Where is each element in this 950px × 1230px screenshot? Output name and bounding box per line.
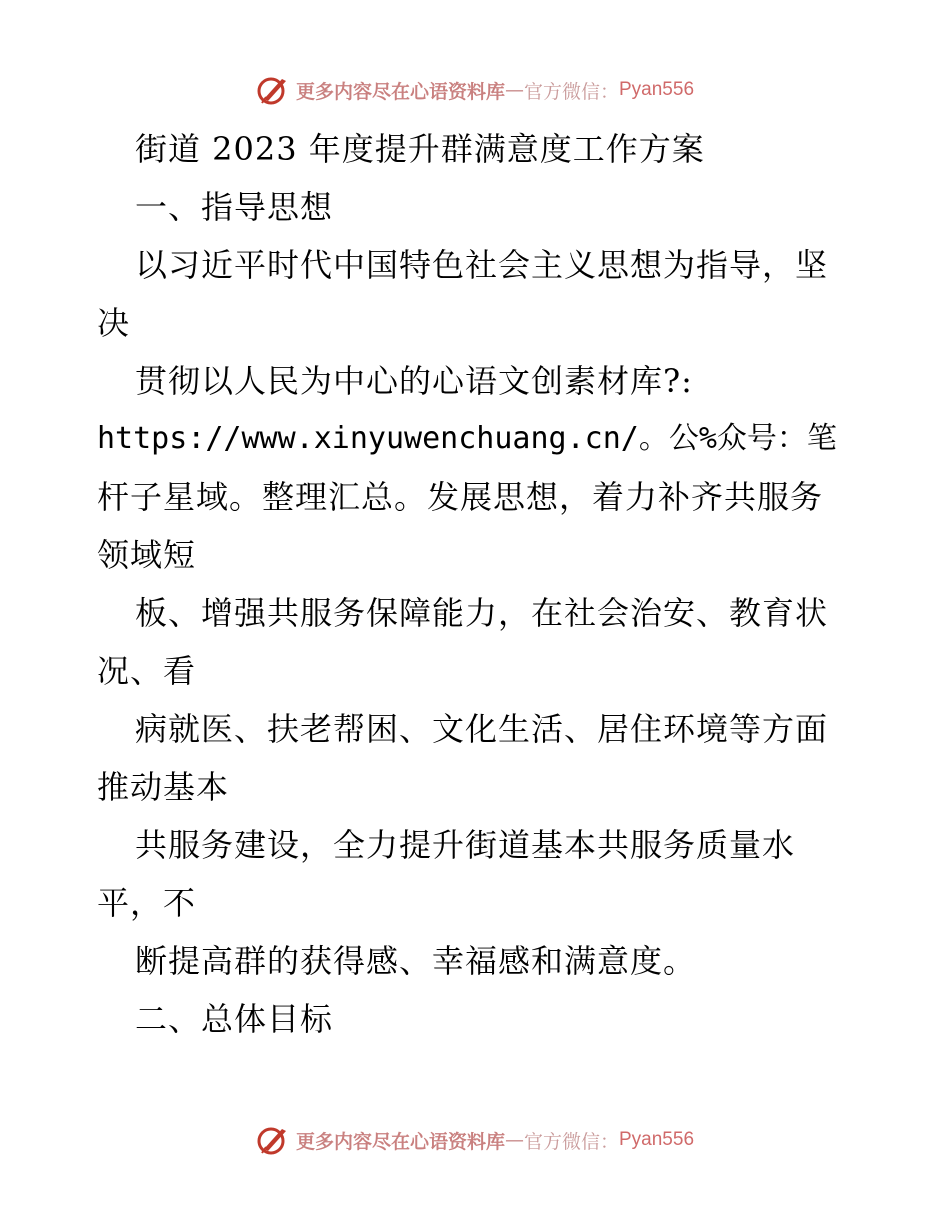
watermark-wechat-id: Pyan556	[619, 79, 695, 100]
paragraph-line: 以习近平时代中国特色社会主义思想为指导，坚	[135, 246, 829, 284]
watermark-header	[0, 70, 950, 110]
paragraph-line: 况、看	[97, 652, 197, 690]
paragraph-line: 推动基本	[97, 768, 230, 806]
section-heading-1: 一、指导思想	[135, 188, 334, 226]
document-body	[97, 120, 857, 1048]
paragraph-line: 杆子星域。整理汇总。发展思想，着力补齐共服务	[97, 478, 824, 516]
paragraph-line: 板、增强共服务保障能力，在社会治安、教育状	[135, 594, 829, 632]
paragraph-line: 断提高群的获得感、幸福感和满意度。	[135, 942, 697, 980]
paragraph-line: 领域短	[97, 536, 197, 574]
paragraph-line: 共服务建设，全力提升街道基本共服务质量水	[135, 826, 796, 864]
paragraph-line: 病就医、扶老帮困、文化生活、居住环境等方面	[135, 710, 829, 748]
watermark-footer	[0, 1120, 950, 1160]
section-heading-2: 二、总体目标	[135, 1000, 334, 1038]
quill-logo-icon	[256, 73, 290, 107]
watermark-wechat-id: Pyan556	[619, 1129, 695, 1150]
paragraph-line: 决	[97, 304, 131, 342]
watermark-dash: —	[504, 1129, 524, 1151]
paragraph-line-url: https://www.xinyuwenchuang.cn/。公%众号：笔	[97, 421, 837, 456]
watermark-main-text: 更多内容尽在心语资料库	[295, 1130, 505, 1153]
paragraph-line: 平，不	[97, 884, 197, 922]
watermark-wechat-label: 官方微信：	[523, 1130, 619, 1153]
quill-logo-icon	[256, 1123, 290, 1157]
watermark-wechat-label: 官方微信：	[523, 80, 619, 103]
document-title: 街道 2023 年度提升群满意度工作方案	[135, 130, 705, 168]
watermark-dash: —	[504, 79, 524, 101]
watermark-main-text: 更多内容尽在心语资料库	[295, 80, 505, 103]
paragraph-line: 贯彻以人民为中心的心语文创素材库?:	[135, 362, 693, 400]
